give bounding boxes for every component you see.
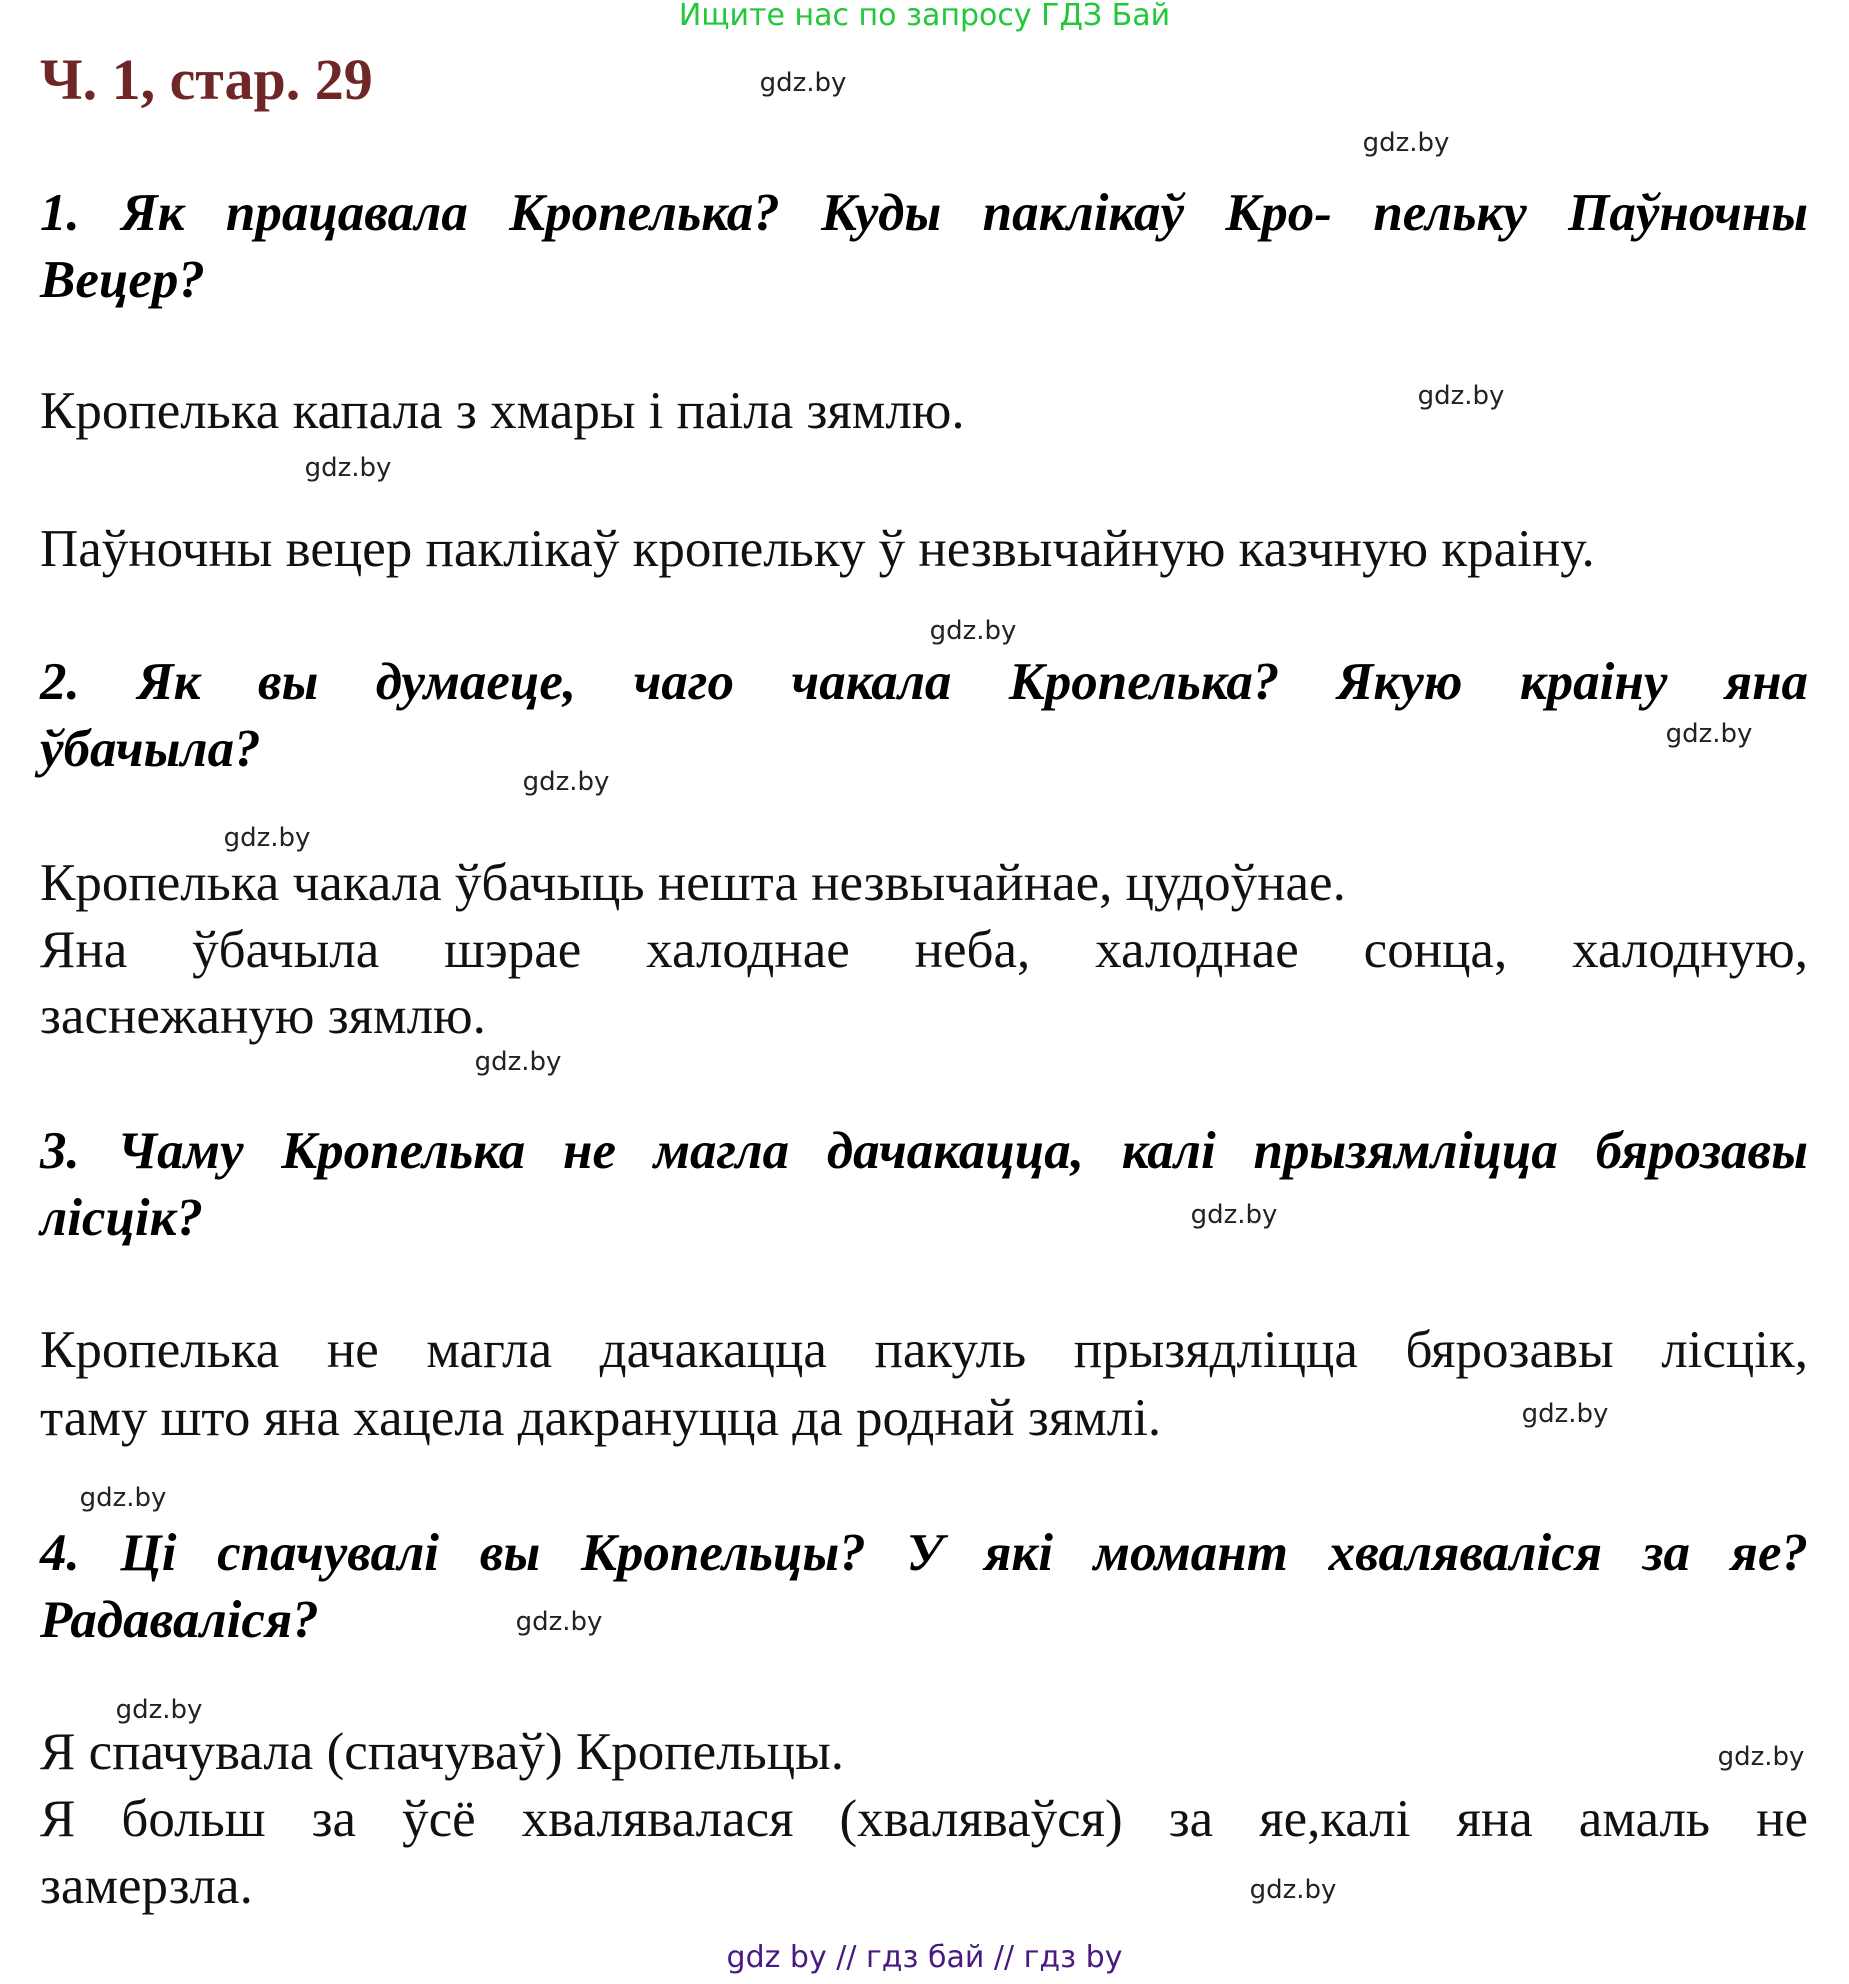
watermark: gdz.by	[1362, 128, 1450, 158]
question-4-line-1: 4. Ці спачувалі вы Кропельцы? У які момант хваляваліся за яе?	[40, 1524, 1808, 1582]
watermark: gdz.by	[474, 1047, 562, 1077]
answer-3-line-1: Кропелька не магла дачакацца пакуль прызядліцца бярозавы лісцік,	[40, 1321, 1808, 1379]
watermark: gdz.by	[223, 823, 311, 853]
question-2-line-1: 2. Як вы думаеце, чаго чакала Кропелька? Якую краіну яна	[40, 653, 1808, 711]
question-4-line-2: Радаваліся?	[40, 1591, 319, 1649]
watermark: gdz.by	[79, 1483, 167, 1513]
question-1-line-2: Вецер?	[40, 251, 205, 309]
footer-links: gdz by // гдз бай // гдз by	[726, 1940, 1123, 1975]
answer-2-line-2: Яна ўбачыла шэрае халоднае неба, халоднае сонца, халодную,	[40, 921, 1808, 979]
answer-2-line-1: Кропелька чакала ўбачыць нешта незвычайнае, цудоўнае.	[40, 854, 1346, 912]
watermark: gdz.by	[1717, 1742, 1805, 1772]
watermark: gdz.by	[1521, 1399, 1609, 1429]
answer-2-line-3: заснежаную зямлю.	[40, 987, 486, 1045]
question-2-line-2: ўбачыла?	[40, 720, 261, 778]
watermark: gdz.by	[759, 68, 847, 98]
question-3-line-2: лісцік?	[40, 1189, 204, 1247]
watermark: gdz.by	[515, 1607, 603, 1637]
answer-4-line-3: замерзла.	[40, 1857, 253, 1915]
watermark: gdz.by	[522, 767, 610, 797]
watermark: gdz.by	[1417, 381, 1505, 411]
question-1-line-1: 1. Як працавала Кропелька? Куды паклікаў Кро- пельку Паўночны	[40, 184, 1808, 242]
page-title: Ч. 1, стар. 29	[40, 47, 373, 112]
question-3-line-1: 3. Чаму Кропелька не магла дачакацца, калі прызямліцца бярозавы	[40, 1122, 1808, 1180]
answer-4-line-1: Я спачувала (спачуваў) Кропельцы.	[40, 1723, 845, 1781]
watermark: gdz.by	[1190, 1200, 1278, 1230]
watermark: gdz.by	[1665, 719, 1753, 749]
search-banner: Ищите нас по запросу ГДЗ Бай	[678, 0, 1171, 33]
watermark: gdz.by	[1249, 1875, 1337, 1905]
watermark: gdz.by	[115, 1695, 203, 1725]
answer-1-line-2: Паўночны вецер паклікаў кропельку ў незвычайную казчную краіну.	[40, 520, 1595, 578]
answer-4-line-2: Я больш за ўсё хвалявалася (хваляваўся) за яе,калі яна амаль не	[40, 1790, 1808, 1848]
answer-3-line-2: таму што яна хацела дакрануцца да роднай зямлі.	[40, 1389, 1162, 1447]
watermark: gdz.by	[304, 453, 392, 483]
answer-1-line-1: Кропелька капала з хмары і паіла зямлю.	[40, 382, 965, 440]
watermark: gdz.by	[929, 616, 1017, 646]
